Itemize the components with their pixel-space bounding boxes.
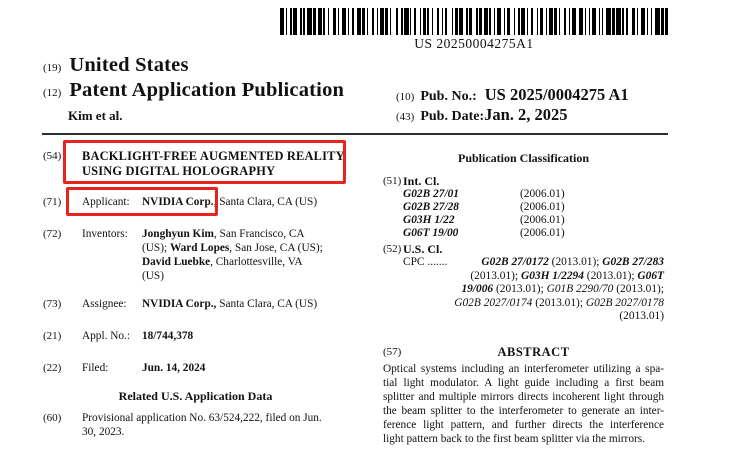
barcode-block xyxy=(280,8,668,52)
applicant-row xyxy=(43,195,348,209)
int-cl-entry xyxy=(383,188,664,201)
cpc-line: (2013.01) xyxy=(619,310,664,322)
applicant-value: NVIDIA Corp., Santa Clara, CA (US) xyxy=(142,196,318,208)
us-cl-row xyxy=(383,243,664,256)
int-cl-tag: (51) xyxy=(383,175,402,187)
publication-kind: Patent Application Publication xyxy=(69,79,345,101)
abstract-text xyxy=(383,362,664,446)
inventors-tag: (72) xyxy=(43,228,62,240)
publication-kind-line xyxy=(43,79,344,102)
cpc-line: G02B 2027/0174 (2013.01); G02B 2027/0178 xyxy=(454,296,664,309)
applicant-field-label: Applicant: xyxy=(82,196,130,208)
int-cl-row xyxy=(383,175,664,188)
country-tag: (19) xyxy=(43,62,62,74)
provisional-line-2: 30, 2023. xyxy=(82,426,125,438)
invention-title xyxy=(82,149,348,179)
provisional-tag: (60) xyxy=(43,412,62,424)
provisional-row xyxy=(43,411,348,439)
cpc-codes: G02B 27/0172 (2013.01); G02B 27/283 xyxy=(481,256,664,268)
int-cl-year: (2006.01) xyxy=(520,214,565,226)
provisional-line-1: Provisional application No. 63/524,222, filed on Jun. xyxy=(82,412,322,424)
header-divider xyxy=(42,133,668,135)
appl-no-tag: (21) xyxy=(43,330,62,342)
abstract-line: Optical systems including an interferometer utilizing a spa- xyxy=(383,362,664,375)
pub-date-line xyxy=(396,105,664,125)
kind-tag: (12) xyxy=(43,87,62,99)
related-data-heading: Related U.S. Application Data xyxy=(118,389,273,403)
abstract-tag: (57) xyxy=(383,345,402,358)
int-cl-year: (2006.01) xyxy=(520,227,565,239)
appl-no-row xyxy=(43,329,348,343)
us-cl-tag: (52) xyxy=(383,243,402,255)
inventors-line: (US); Ward Lopes, San Jose, CA (US); xyxy=(142,242,323,254)
filed-row xyxy=(43,361,348,375)
filed-tag: (22) xyxy=(43,362,62,374)
pub-date-value: Jan. 2, 2025 xyxy=(484,105,568,124)
pub-no-label: Pub. No.: xyxy=(420,89,477,104)
int-cl-year: (2006.01) xyxy=(520,188,565,200)
header-right xyxy=(396,85,664,125)
assignee-row xyxy=(43,297,348,311)
right-column xyxy=(383,150,664,446)
appl-no-value: 18/744,378 xyxy=(142,330,194,342)
inventors-line: (US) xyxy=(142,270,164,282)
inventors-value xyxy=(142,227,348,283)
pub-no-value: US 2025/0004275 A1 xyxy=(484,85,629,104)
int-cl-code: G03H 1/22 xyxy=(403,214,455,226)
title-line-2: USING DIGITAL HOLOGRAPHY xyxy=(82,164,276,178)
inventors-line: Jonghyun Kim, San Francisco, CA xyxy=(142,228,305,240)
abstract-heading: ABSTRACT xyxy=(497,344,570,359)
cpc-prefix: CPC ....... xyxy=(403,256,448,268)
title-tag: (54) xyxy=(43,150,62,162)
abstract-line: light pattern back to the first beam splitter via the mirrors. xyxy=(383,432,645,445)
applicant-tag: (71) xyxy=(43,196,62,208)
title-line-1: BACKLIGHT-FREE AUGMENTED REALITY xyxy=(82,149,345,163)
cpc-line: (2013.01); G03H 1/2294 (2013.01); G06T xyxy=(470,269,664,282)
left-column xyxy=(43,146,348,439)
int-cl-code: G02B 27/01 xyxy=(403,188,460,200)
us-cl-label: U.S. Cl. xyxy=(403,242,443,256)
int-cl-entry xyxy=(383,227,664,240)
provisional-text xyxy=(82,411,348,439)
barcode-number: US 20250004275A1 xyxy=(414,36,534,51)
filed-value: Jun. 14, 2024 xyxy=(142,362,206,374)
int-cl-entry xyxy=(383,201,664,214)
cpc-block xyxy=(383,256,664,324)
abstract-line: tial light modulator. A light guide including a first beam xyxy=(383,376,664,389)
inventors-line: David Luebke, Charlottesville, VA xyxy=(142,256,303,268)
appl-no-field-label: Appl. No.: xyxy=(82,330,131,342)
assignee-field-label: Assignee: xyxy=(82,298,127,310)
int-cl-code: G06T 19/00 xyxy=(403,227,459,239)
int-cl-entry xyxy=(383,214,664,227)
abstract-line: splitter and multiple mirrors directs incoherent light through xyxy=(383,390,664,403)
publication-classification-heading: Publication Classification xyxy=(457,151,589,165)
country-name: United States xyxy=(69,54,189,76)
cpc-line: 19/006 (2013.01); G01B 2290/70 (2013.01); xyxy=(461,283,664,295)
cpc-line xyxy=(403,256,664,270)
title-row xyxy=(43,149,348,179)
int-cl-year: (2006.01) xyxy=(520,201,565,213)
pub-date-label: Pub. Date: xyxy=(420,109,485,124)
pub-no-line xyxy=(396,85,664,105)
country-line xyxy=(43,54,189,77)
abstract-line: the beam splitter to the interferometer to generate an inter- xyxy=(383,404,664,417)
pub-date-tag: (43) xyxy=(396,111,415,123)
int-cl-label: Int. Cl. xyxy=(403,174,440,188)
abstract-line: ference light pattern, and further directs the interference xyxy=(383,418,664,431)
abstract-heading-row xyxy=(383,346,664,359)
authors: Kim et al. xyxy=(68,108,123,123)
barcode-icon xyxy=(280,8,668,35)
inventors-field-label: Inventors: xyxy=(82,228,128,240)
assignee-tag: (73) xyxy=(43,298,62,310)
inventors-row xyxy=(43,227,348,283)
pub-no-tag: (10) xyxy=(396,91,415,103)
filed-field-label: Filed: xyxy=(82,362,109,374)
assignee-value: NVIDIA Corp., Santa Clara, CA (US) xyxy=(142,298,318,310)
int-cl-code: G02B 27/28 xyxy=(403,201,460,213)
